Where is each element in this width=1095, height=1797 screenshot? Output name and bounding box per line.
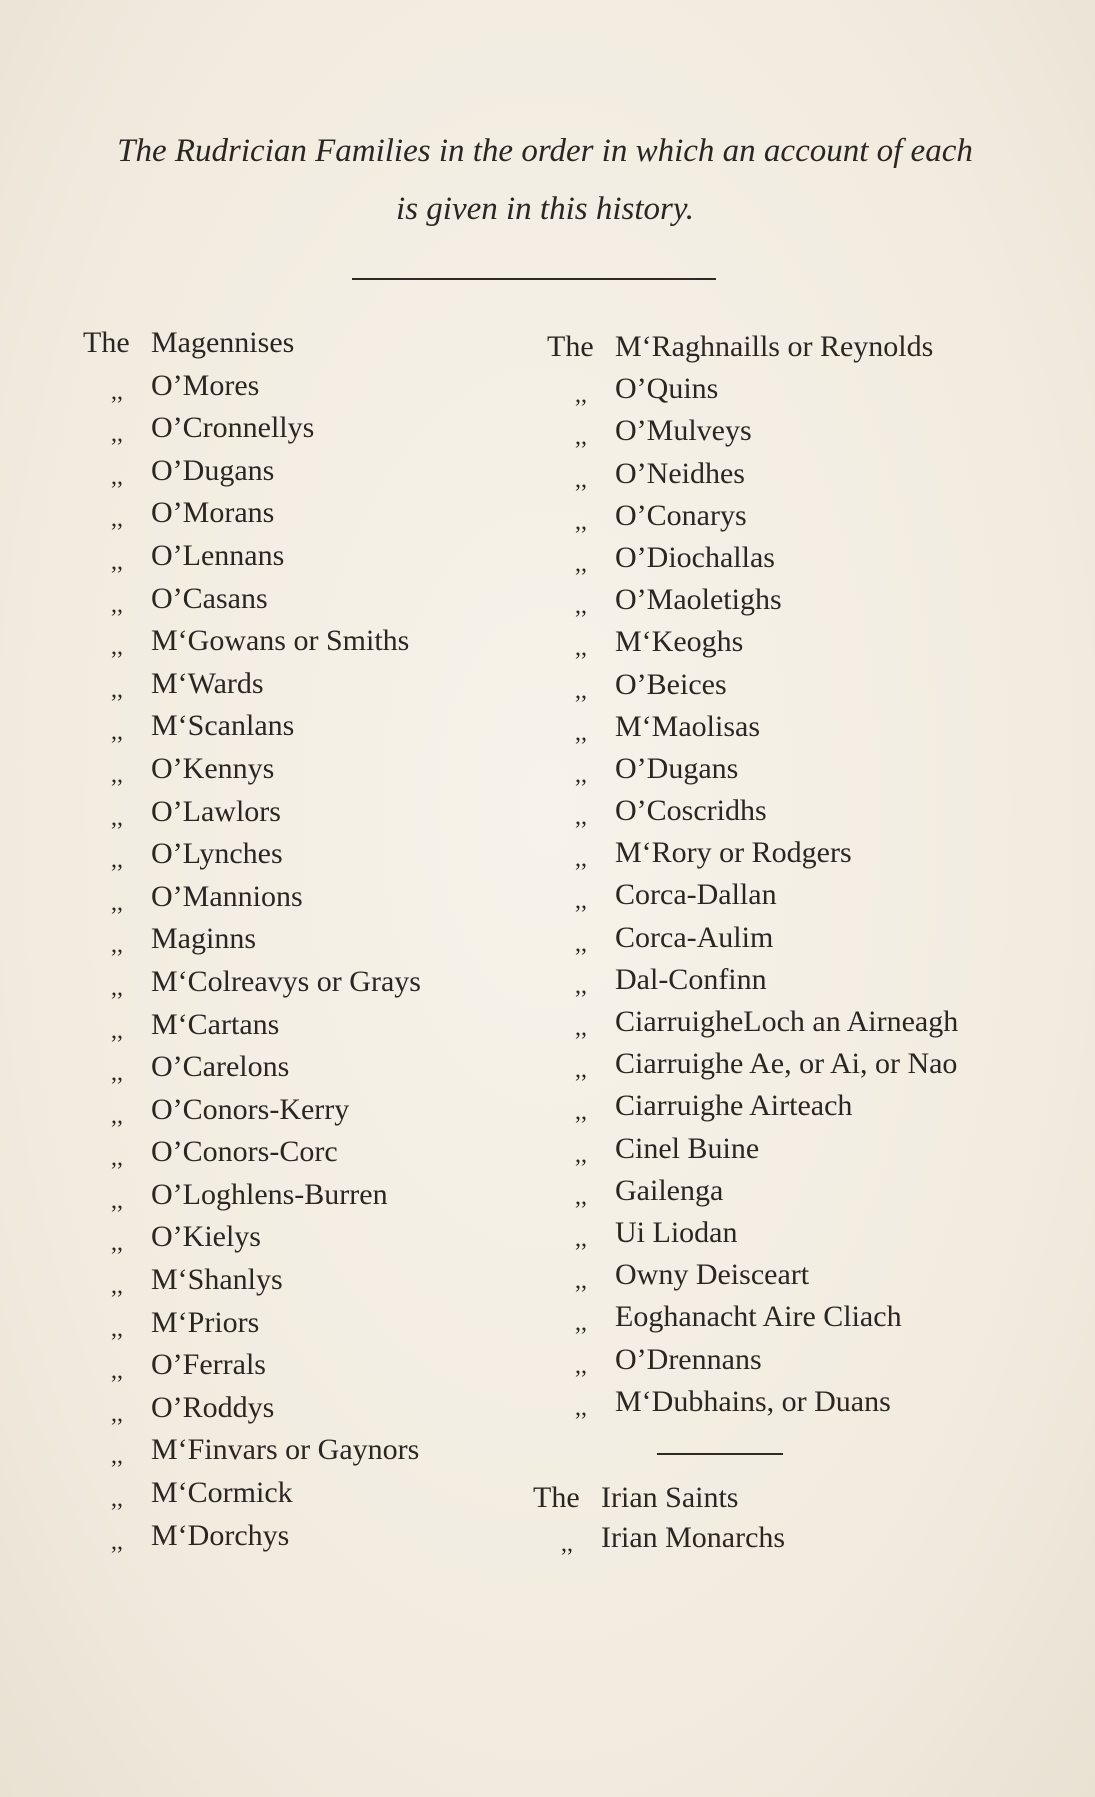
ditto-mark: ,,	[575, 761, 587, 788]
ditto-mark: ,,	[111, 1443, 123, 1470]
family-name: Dal-Confinn	[615, 962, 767, 996]
family-name: O’Diochallas	[615, 540, 775, 574]
ditto-mark: ,,	[111, 1102, 123, 1129]
ditto-mark: ,,	[575, 677, 587, 704]
ditto-mark: ,,	[111, 974, 123, 1001]
list-item	[83, 961, 421, 1004]
list-item	[83, 1216, 421, 1259]
ditto-mark: ,,	[111, 889, 123, 916]
ditto-mark: ,,	[111, 1187, 123, 1214]
ditto-mark: ,,	[575, 1015, 587, 1041]
list-item	[83, 365, 421, 408]
ditto-mark: ,,	[575, 804, 587, 831]
family-name: O’Mulveys	[615, 414, 752, 448]
ditto-mark: ,,	[575, 1099, 587, 1126]
family-name: Owny Deisceart	[615, 1258, 810, 1292]
ditto-mark: ,,	[111, 591, 123, 618]
lead-word: The	[533, 1481, 580, 1514]
ditto-mark: ,,	[575, 1225, 587, 1252]
ditto-mark: ,,	[575, 593, 587, 620]
family-name: O’Maoletighs	[615, 583, 782, 617]
family-name: O’Conors-Kerry	[151, 1092, 350, 1126]
list-item	[83, 1131, 421, 1174]
family-name: O’Quins	[615, 372, 719, 406]
ditto-mark: ,,	[575, 1183, 587, 1210]
list-item	[547, 368, 958, 410]
list-item	[547, 664, 958, 706]
family-name: O’Kielys	[151, 1220, 261, 1254]
heading-line-2: is given in this history.	[396, 191, 694, 227]
family-name: M‘Dubhains, or Duans	[615, 1384, 891, 1418]
list-item	[83, 705, 421, 748]
family-name: CiarruigheLoch an Airneagh	[615, 1005, 959, 1038]
list-item	[547, 621, 958, 663]
ditto-mark: ,,	[111, 378, 123, 405]
ditto-mark: ,,	[111, 761, 123, 788]
heading-divider	[352, 278, 716, 280]
family-name: O’Coscridhs	[615, 794, 767, 828]
family-name: O’Conarys	[615, 498, 747, 532]
list-item	[547, 326, 958, 368]
page-heading	[40, 122, 1050, 238]
list-item	[83, 492, 421, 535]
list-item	[83, 876, 421, 919]
list-item	[547, 1339, 958, 1381]
list-item	[83, 1472, 421, 1515]
ditto-mark: ,,	[111, 804, 123, 831]
ditto-mark: ,,	[111, 1017, 123, 1044]
list-item	[83, 1387, 421, 1430]
list-item	[547, 748, 958, 790]
family-name: M‘Gowans or Smiths	[151, 624, 410, 658]
list-item	[547, 1212, 958, 1254]
ditto-mark: ,,	[575, 888, 587, 915]
ditto-mark: ,,	[575, 635, 587, 662]
list-item	[83, 663, 421, 706]
ditto-mark: ,,	[575, 550, 587, 577]
family-name: O’Cronnellys	[151, 411, 315, 445]
list-item	[83, 578, 421, 621]
list-item	[83, 1174, 421, 1217]
list-item	[547, 1381, 958, 1423]
family-name: M‘Finvars or Gaynors	[151, 1433, 420, 1467]
family-name: O’Mannions	[151, 879, 303, 913]
list-item	[83, 620, 421, 663]
family-name: O’Carelons	[151, 1050, 290, 1084]
ditto-mark: ,,	[111, 719, 123, 746]
family-name: O’Loghlens-Burren	[151, 1177, 388, 1211]
family-name: O’Ferrals	[151, 1348, 266, 1382]
list-item	[547, 537, 958, 579]
family-name: O’Morans	[151, 496, 275, 530]
list-item	[83, 407, 421, 450]
list-item	[547, 1296, 958, 1338]
ditto-mark: ,,	[575, 466, 587, 493]
list-item	[547, 1085, 958, 1127]
family-name: O’Lynches	[151, 837, 283, 871]
family-name: M‘Rory or Rodgers	[615, 836, 852, 870]
lead-word: The	[547, 330, 594, 363]
right-column-list	[547, 326, 958, 1423]
ditto-mark: ,,	[111, 1315, 123, 1342]
left-column-list	[83, 322, 421, 1557]
ditto-mark: ,,	[561, 1531, 573, 1557]
list-item	[547, 917, 958, 959]
list-item	[533, 1478, 785, 1518]
ditto-mark: ,,	[575, 846, 587, 873]
list-item	[83, 322, 421, 365]
ditto-mark: ,,	[575, 719, 587, 746]
family-name: M‘Priors	[151, 1305, 260, 1339]
list-item	[83, 1429, 421, 1472]
family-name: M‘Keoghs	[615, 625, 744, 659]
family-name: O’Dugans	[615, 751, 739, 785]
list-item	[547, 453, 958, 495]
family-name: Maginns	[151, 922, 256, 956]
ditto-mark: ,,	[111, 1060, 123, 1087]
ditto-mark: ,,	[111, 506, 123, 533]
list-item	[547, 495, 958, 537]
family-name: M‘Shanlys	[151, 1263, 283, 1297]
family-name: M‘Dorchys	[151, 1518, 290, 1552]
list-item	[547, 579, 958, 621]
family-name: Ciarruighe Airteach	[615, 1089, 853, 1123]
ditto-mark: ,,	[575, 1310, 587, 1337]
family-name: M‘Scanlans	[151, 709, 295, 743]
saints-list	[533, 1478, 785, 1558]
list-item	[547, 790, 958, 832]
ditto-mark: ,,	[111, 1230, 123, 1257]
family-name: O’Lawlors	[151, 794, 281, 828]
family-name: O’Dugans	[151, 453, 275, 487]
ditto-mark: ,,	[111, 676, 123, 703]
ditto-mark: ,,	[575, 1268, 587, 1295]
family-name: Corca-Dallan	[615, 878, 777, 912]
list-item	[547, 959, 958, 1001]
ditto-mark: ,,	[575, 1394, 587, 1421]
ditto-mark: ,,	[111, 634, 123, 661]
list-item	[83, 535, 421, 578]
list-item	[547, 832, 958, 874]
family-name: Corca-Aulim	[615, 920, 774, 954]
family-name: M‘Cartans	[151, 1007, 280, 1041]
family-name: Ciarruighe Ae, or Ai, or Nao	[615, 1047, 958, 1081]
list-item	[547, 1254, 958, 1296]
family-name: Irian Monarchs	[601, 1521, 786, 1554]
ditto-mark: ,,	[111, 1528, 123, 1555]
ditto-mark: ,,	[575, 424, 587, 451]
ditto-mark: ,,	[575, 508, 587, 535]
ditto-mark: ,,	[111, 847, 123, 874]
ditto-mark: ,,	[575, 1057, 587, 1084]
list-item	[547, 1128, 958, 1170]
family-name: O’Lennans	[151, 538, 285, 572]
family-name: Cinel Buine	[615, 1131, 760, 1165]
ditto-mark: ,,	[111, 1400, 123, 1427]
list-item	[547, 1170, 958, 1212]
ditto-mark: ,,	[575, 382, 587, 409]
family-name: M‘Raghnaills or Reynolds	[615, 330, 934, 363]
heading-line-1: The Rudrician Families in the order in which an account of each	[117, 133, 973, 169]
ditto-mark: ,,	[111, 1358, 123, 1385]
ditto-mark: ,,	[575, 1352, 587, 1379]
ditto-mark: ,,	[111, 548, 123, 575]
list-item	[83, 918, 421, 961]
family-name: O’Casans	[151, 581, 268, 615]
ditto-mark: ,,	[575, 930, 587, 957]
family-name: O’Neidhes	[615, 456, 745, 490]
list-item	[547, 1001, 958, 1043]
list-item	[83, 1259, 421, 1302]
ditto-mark: ,,	[111, 1273, 123, 1300]
family-name: Irian Saints	[601, 1481, 739, 1514]
ditto-mark: ,,	[575, 972, 587, 999]
ditto-mark: ,,	[111, 932, 123, 959]
list-item	[83, 1046, 421, 1089]
ditto-mark: ,,	[575, 1141, 587, 1168]
family-name: O’Conors-Corc	[151, 1135, 338, 1169]
family-name: M‘Cormick	[151, 1476, 293, 1510]
list-item	[533, 1518, 785, 1558]
family-name: Magennises	[151, 326, 295, 359]
list-item	[83, 1004, 421, 1047]
list-item	[547, 410, 958, 452]
family-name: O’Roddys	[151, 1390, 275, 1424]
family-name: M‘Colreavys or Grays	[151, 964, 421, 998]
family-name: Gailenga	[615, 1173, 724, 1207]
list-item	[83, 833, 421, 876]
ditto-mark: ,,	[111, 463, 123, 490]
lead-word: The	[83, 326, 130, 359]
ditto-mark: ,,	[111, 421, 123, 448]
list-item	[83, 748, 421, 791]
list-item	[83, 1515, 421, 1558]
family-name: M‘Wards	[151, 666, 264, 700]
list-item	[83, 1302, 421, 1345]
saints-divider	[657, 1453, 783, 1455]
family-name: Eoghanacht Aire Cliach	[615, 1300, 902, 1334]
family-name: M‘Maolisas	[615, 709, 760, 743]
list-item	[547, 874, 958, 916]
list-item	[547, 1043, 958, 1085]
family-name: Ui Liodan	[615, 1215, 738, 1249]
ditto-mark: ,,	[111, 1145, 123, 1172]
ditto-mark: ,,	[111, 1486, 123, 1513]
family-name: O’Mores	[151, 368, 260, 402]
list-item	[83, 1089, 421, 1132]
family-name: O’Kennys	[151, 751, 275, 785]
list-item	[547, 706, 958, 748]
family-name: O’Drennans	[615, 1342, 762, 1376]
family-name: O’Beices	[615, 667, 727, 701]
list-item	[83, 450, 421, 493]
list-item	[83, 1344, 421, 1387]
list-item	[83, 791, 421, 834]
